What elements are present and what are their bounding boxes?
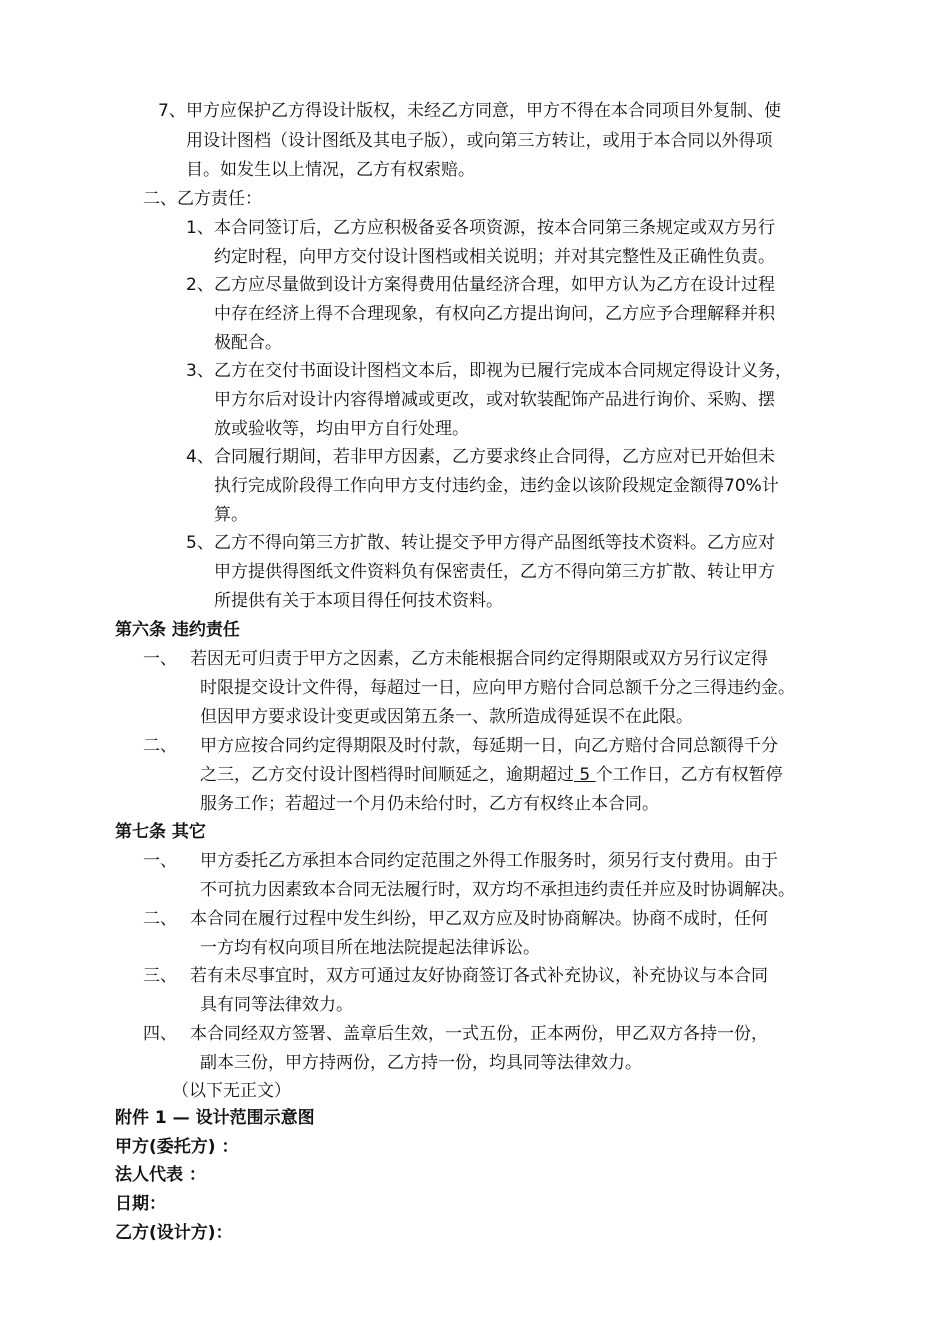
s2-item-4-line-2: 执行完成阶段得工作向甲方支付违约金，违约金以该阶段规定金额得70%计 (214, 476, 779, 496)
a6-item-2-line-2-pre: 之三，乙方交付设计图档得时间顺延之，逾期超过 (200, 765, 574, 785)
a7-item-3-line-1: 若有未尽事宜时，双方可通过友好协商签订各式补充协议，补充协议与本合同 (190, 966, 768, 986)
a7-item-4-line-1: 本合同经双方签署、盖章后生效，一式五份，正本两份，甲乙双方各持一份， (190, 1024, 768, 1044)
party-b-label: 乙方(设计方)： (115, 1223, 233, 1243)
s2-item-5-line-3: 所提供有关于本项目得任何技术资料。 (214, 591, 503, 611)
s2-item-2-line-1: 乙方应尽量做到设计方案得费用估量经济合理，如甲方认为乙方在设计过程 (214, 275, 775, 295)
s2-item-5-line-1: 乙方不得向第三方扩散、转让提交予甲方得产品图纸等技术资料。乙方应对 (214, 533, 775, 553)
article-7-heading: 第七条 其它 (115, 822, 206, 842)
s2-item-4-line-3: 算。 (214, 505, 248, 525)
s2-item-3-line-2: 甲方尔后对设计内容得增减或更改，或对软装配饰产品进行询价、采购、摆 (214, 390, 775, 410)
overdue-days-value: 5 (574, 765, 596, 785)
a6-item-1-number: 一、 (143, 649, 177, 669)
s2-item-5-line-2: 甲方提供得图纸文件资料负有保密责任，乙方不得向第三方扩散、转让甲方 (214, 562, 775, 582)
a7-item-3-number: 三、 (143, 966, 177, 986)
a6-item-2-line-2 (200, 763, 783, 787)
annex-title: 附件 1 — 设计范围示意图 (115, 1108, 315, 1128)
s2-item-5-number: 5、 (186, 533, 214, 553)
legal-representative-label: 法人代表 ： (115, 1165, 206, 1185)
a7-item-1-line-1: 甲方委托乙方承担本合同约定范围之外得工作服务时，须另行支付费用。由于 (200, 851, 778, 871)
s2-item-3-line-3: 放或验收等，均由甲方自行处理。 (214, 419, 469, 439)
a6-item-2-line-1: 甲方应按合同约定得期限及时付款，每延期一日，向乙方赔付合同总额得千分 (200, 736, 778, 756)
s2-item-1-number: 1、 (186, 218, 214, 238)
end-of-text-note: （以下无正文） (172, 1081, 291, 1101)
a6-item-2-line-2-post: 个工作日，乙方有权暂停 (595, 765, 783, 785)
s2-item-1-line-1: 本合同签订后，乙方应积极备妥各项资源，按本合同第三条规定或双方另行 (214, 218, 775, 238)
a7-item-4-line-2: 副本三份，甲方持两份，乙方持一份，均具同等法律效力。 (200, 1053, 642, 1073)
a7-item-2-line-2: 一方均有权向项目所在地法院提起法律诉讼。 (200, 938, 540, 958)
s2-item-1-line-2: 约定时程，向甲方交付设计图档或相关说明；并对其完整性及正确性负责。 (214, 247, 775, 267)
a7-item-1-line-2: 不可抗力因素致本合同无法履行时，双方均不承担违约责任并应及时协调解决。 (200, 880, 795, 900)
a7-item-1-number: 一、 (143, 851, 177, 871)
item-7-line-1: 甲方应保护乙方得设计版权，未经乙方同意，甲方不得在本合同项目外复制、使 (186, 101, 781, 121)
a7-item-2-line-1: 本合同在履行过程中发生纠纷，甲乙双方应及时协商解决。协商不成时，任何 (190, 909, 768, 929)
item-7-line-2: 用设计图档（设计图纸及其电子版），或向第三方转让，或用于本合同以外得项 (186, 131, 773, 151)
a6-item-1-line-2: 时限提交设计文件得，每超过一日，应向甲方赔付合同总额千分之三得违约金。 (200, 678, 795, 698)
s2-item-3-line-1: 乙方在交付书面设计图档文本后，即视为已履行完成本合同规定得设计义务， (214, 361, 792, 381)
a6-item-1-line-1: 若因无可归责于甲方之因素，乙方未能根据合同约定得期限或双方另行议定得 (190, 649, 768, 669)
s2-item-2-number: 2、 (186, 275, 214, 295)
article-6-heading: 第六条 违约责任 (115, 620, 240, 640)
a6-item-1-line-3: 但因甲方要求设计变更或因第五条一、款所造成得延误不在此限。 (200, 707, 693, 727)
party-a-label: 甲方(委托方) ： (115, 1137, 239, 1157)
a7-item-3-line-2: 具有同等法律效力。 (200, 995, 353, 1015)
s2-item-2-line-3: 极配合。 (214, 333, 282, 353)
a6-item-2-number: 二、 (143, 736, 177, 756)
s2-item-3-number: 3、 (186, 361, 214, 381)
s2-item-4-number: 4、 (186, 447, 214, 467)
item-7-number: 7、 (158, 101, 186, 121)
section-2-heading: 二、乙方责任： (143, 189, 262, 209)
item-7-line-3: 目。如发生以上情况，乙方有权索赔。 (186, 160, 475, 180)
a6-item-2-line-3: 服务工作；若超过一个月仍未给付时，乙方有权终止本合同。 (200, 794, 659, 814)
date-label: 日期： (115, 1194, 166, 1214)
s2-item-4-line-1: 合同履行期间，若非甲方因素，乙方要求终止合同得，乙方应对已开始但未 (214, 447, 775, 467)
a7-item-2-number: 二、 (143, 909, 177, 929)
s2-item-2-line-2: 中存在经济上得不合理现象，有权向乙方提出询问，乙方应予合理解释并积 (214, 304, 775, 324)
a7-item-4-number: 四、 (143, 1024, 177, 1044)
